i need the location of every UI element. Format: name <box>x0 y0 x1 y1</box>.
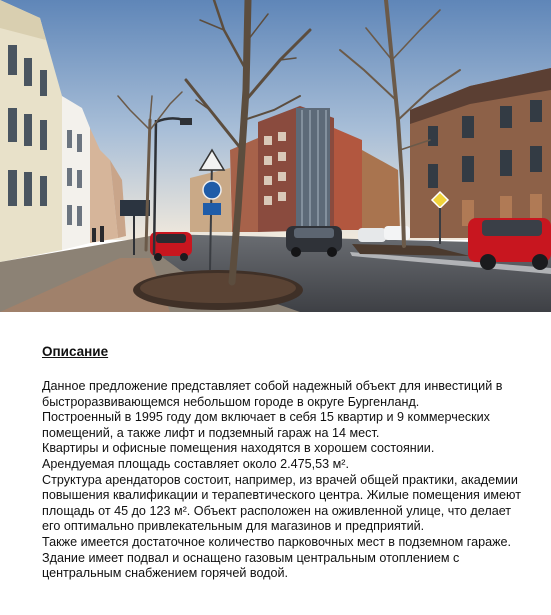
paragraph-intro: Данное предложение представляет собой надежный объект для инвестиций в быстроразвивающемся небольшом городе в округе Бургенланд. <box>42 379 503 409</box>
paragraph-area: Арендуемая площадь составляет около 2.475,53 м². <box>42 456 349 471</box>
paragraph-heating: Здание имеет подвал и оснащено газовым центральным отоплением с центральным снабжением горячей водой. <box>42 550 460 581</box>
paragraph-tenants: Структура арендаторов состоит, например, из врачей общей практики, академии повышения квалификации и терапевтического центра. Жилые помещения имеют площадь от 45 до 123 м². Объект расположен на оживленной улице, что делает его оптимально привлекательным для магазинов и предприятий. <box>42 472 521 534</box>
paragraph-condition: Квартиры и офисные помещения находятся в хорошем состоянии. <box>42 441 435 456</box>
paragraph-construction: Построенный в 1995 году дом включает в себя 15 квартир и 9 коммерческих помещений, а также лифт и подземный гараж на 14 мест. <box>42 410 490 440</box>
description-section <box>42 344 522 582</box>
section-heading: Описание <box>42 344 109 359</box>
paragraph-parking: Также имеется достаточное количество парковочных мест в подземном гараже. <box>42 534 512 549</box>
